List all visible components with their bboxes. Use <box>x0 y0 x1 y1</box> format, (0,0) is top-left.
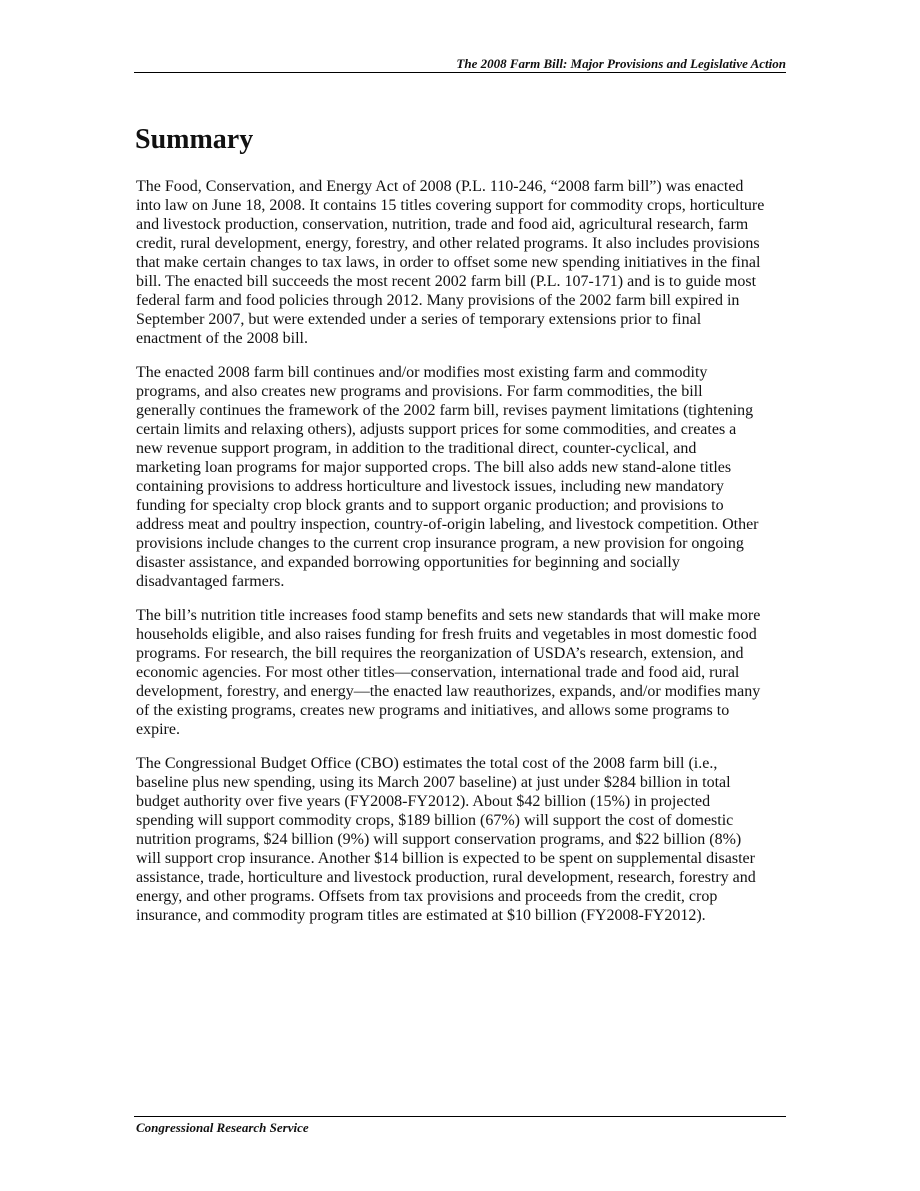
text-line: containing provisions to address horticulture and livestock issues, including new mandatory <box>136 478 724 495</box>
text-line: energy, and other programs. Offsets from tax provisions and proceeds from the credit, crop <box>136 888 718 905</box>
footer-rule <box>134 1116 786 1117</box>
section-heading: Summary <box>135 124 254 155</box>
text-line: households eligible, and also raises funding for fresh fruits and vegetables in most domestic food <box>136 626 757 643</box>
text-line: assistance, trade, horticulture and livestock production, rural development, research, forestry and <box>136 869 756 886</box>
paragraph-2 <box>136 363 788 591</box>
text-line: budget authority over five years (FY2008-FY2012). About $42 billion (15%) in projected <box>136 793 711 810</box>
text-line: The Food, Conservation, and Energy Act of 2008 (P.L. 110-246, “2008 farm bill”) was enacted <box>136 178 744 195</box>
text-line: that make certain changes to tax laws, in order to offset some new spending initiatives in the final <box>136 254 761 271</box>
text-line: funding for specialty crop block grants and to support organic production; and provisions to <box>136 497 724 514</box>
summary-body <box>136 177 788 940</box>
text-line: nutrition programs, $24 billion (9%) will support conservation programs, and $22 billion (8%) <box>136 831 742 848</box>
text-line: programs, and also creates new programs and provisions. For farm commodities, the bill <box>136 383 703 400</box>
text-line: The enacted 2008 farm bill continues and/or modifies most existing farm and commodity <box>136 364 708 381</box>
text-line: will support crop insurance. Another $14 billion is expected to be spent on supplemental disaster <box>136 850 755 867</box>
text-line: insurance, and commodity program titles are estimated at $10 billion (FY2008-FY2012). <box>136 907 706 924</box>
text-line: The Congressional Budget Office (CBO) estimates the total cost of the 2008 farm bill (i.e., <box>136 755 718 772</box>
text-line: generally continues the framework of the 2002 farm bill, revises payment limitations (tightening <box>136 402 754 419</box>
text-line: certain limits and relaxing others), adjusts support prices for some commodities, and creates a <box>136 421 737 438</box>
paragraph-3 <box>136 606 788 739</box>
running-header: The 2008 Farm Bill: Major Provisions and Legislative Action <box>456 56 786 71</box>
text-line: of the existing programs, creates new programs and initiatives, and allows some programs to <box>136 702 730 719</box>
text-line: credit, rural development, energy, forestry, and other related programs. It also includes provisions <box>136 235 760 252</box>
text-line: federal farm and food policies through 2012. Many provisions of the 2002 farm bill expired in <box>136 292 740 309</box>
text-line: baseline plus new spending, using its March 2007 baseline) at just under $284 billion in total <box>136 774 731 791</box>
header-rule <box>134 72 786 73</box>
text-line: spending will support commodity crops, $189 billion (67%) will support the cost of domestic <box>136 812 734 829</box>
text-line: marketing loan programs for major supported crops. The bill also adds new stand-alone titles <box>136 459 732 476</box>
paragraph-4 <box>136 754 788 925</box>
text-line: The bill’s nutrition title increases food stamp benefits and sets new standards that will make more <box>136 607 761 624</box>
text-line: disaster assistance, and expanded borrowing opportunities for beginning and socially <box>136 554 680 571</box>
paragraph-1 <box>136 177 788 348</box>
text-line: September 2007, but were extended under a series of temporary extensions prior to final <box>136 311 702 328</box>
text-line: expire. <box>136 721 180 738</box>
text-line: new revenue support program, in addition to the traditional direct, counter-cyclical, and <box>136 440 697 457</box>
text-line: into law on June 18, 2008. It contains 15 titles covering support for commodity crops, horticulture <box>136 197 765 214</box>
text-line: bill. The enacted bill succeeds the most recent 2002 farm bill (P.L. 107-171) and is to guide most <box>136 273 757 290</box>
text-line: enactment of the 2008 bill. <box>136 330 308 347</box>
text-line: and livestock production, conservation, nutrition, trade and food aid, agricultural research, farm <box>136 216 749 233</box>
text-line: address meat and poultry inspection, country-of-origin labeling, and livestock competition. Other <box>136 516 759 533</box>
text-line: economic agencies. For most other titles—conservation, international trade and food aid, rural <box>136 664 740 681</box>
text-line: development, forestry, and energy—the enacted law reauthorizes, expands, and/or modifies many <box>136 683 761 700</box>
text-line: programs. For research, the bill requires the reorganization of USDA’s research, extension, and <box>136 645 744 662</box>
text-line: provisions include changes to the current crop insurance program, a new provision for ongoing <box>136 535 744 552</box>
running-footer: Congressional Research Service <box>136 1120 309 1135</box>
text-line: disadvantaged farmers. <box>136 573 285 590</box>
